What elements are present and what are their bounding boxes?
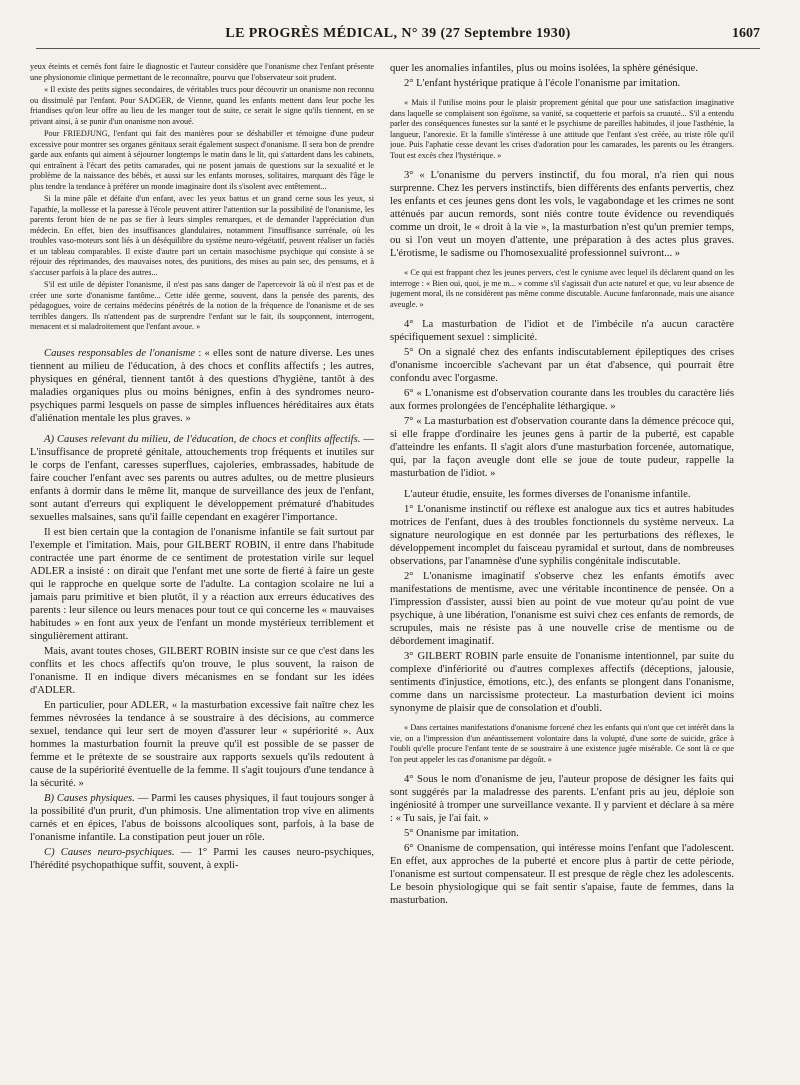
paragraph: 6° Onanisme de compensation, qui intéresse moins l'enfant que l'adolescent. En effet, aux approches de la puberté et encore plus à partir de cette période, l'onanisme est surtout compensateur. Il est presque de règle chez les adolescents. Le besoin physiologique qui se fait sentir s'apaise, faute de femmes, dans la masturbation. <box>390 843 734 906</box>
paragraph: Pour FRIEDJUNG, l'enfant qui fait des manières pour se déshabiller et témoigne d'une pudeur excessive pour montrer ses organes génitaux serait également suspect d'onanisme. Il sera bon de prendre garde aux enfants qui aiment à séjourner longtemps le matin dans le lit, qui s'attardent dans les cabinets, qui entraînent à l'écart des petits camarades, qui ne posent jamais de questions sur la sexualité et le problème de la naissance des bébés, et aussi sur les enfants moroses, solitaires, marquant dès l'âge le plus tendre la tendance à préférer un monde imaginaire dont ils s'isolent avec entêtement... <box>30 129 374 191</box>
paragraph <box>30 792 374 844</box>
quotation: « Mais il l'utilise moins pour le plaisir proprement génital que pour une satisfaction imaginative dans laquelle se complaisent son égoïsme, sa vanité, sa coquetterie et parfois sa cruauté... S'il a entendu parler des conséquences funestes sur la santé et le psychisme de pareilles habitudes, il joue l'asthénie, la langueur, l'anorexie. Et la famille s'intéresse à une attitude que l'enfant s'est créée, au triste rôle qu'il joue. Puis l'aphatie cesse devant les crises d'adoration pour les camarades, les parents ou les étrangers. Tout est excès chez l'hystérique. » <box>390 98 734 160</box>
paragraph: 3° GILBERT ROBIN parle ensuite de l'onanisme intentionnel, par suite du complexe d'infériorité ou d'autres complexes affectifs (déceptions, jalousie, sentiments d'injustice, émotions, etc.), des enfants se plongent dans l'onanisme, comme dans un narcissisme protecteur. La masturbation devient ici moins synonyme de plaisir que de consolation et d'oubli. <box>390 651 734 714</box>
paragraph: L'auteur étudie, ensuite, les formes diverses de l'onanisme infantile. <box>404 489 691 500</box>
paragraph <box>30 846 374 872</box>
paragraph: Il est bien certain que la contagion de l'onanisme infantile se fait surtout par l'exemple et l'imitation. Mais, pour GILBERT ROBIN, il entre dans l'habitude contractée une part énorme de ce sentiment de protestation virile sur lequel ADLER a insisté : on dirait que l'enfant met une sorte de fierté à faire un geste qui le rapproche en quelque sorte de l'adulte. La contagion scolaire ne lui a jamais paru primitive et bien plutôt, il y a réaction aux erreurs éducatives des parents : leur silence ou leurs menaces pour tout ce qui concerne les « mauvaises habitudes » en font aux yeux de l'enfant un monde mystérieux terriblement et singulièrement attirant. <box>30 526 374 642</box>
paragraph-text: : « elles sont de nature diverse. Les unes tiennent au milieu de l'éducation, à des chocs et conflits affectifs ; les autres, physiques en général, tiennent tantôt à des questions d'hygiène, tantôt à des maladies organiques plus ou moins bénignes, enfin à des syndromes neuro-psychiques parmi lesquels on passe de simples influences héréditaires aux états d'aliénation mentale les plus graves. » <box>30 347 374 424</box>
paragraph: yeux éteints et cernés font faire le diagnostic et l'auteur considère que l'onanisme chez l'enfant présente une physionomie clinique permettant de le reconnaître, pourvu que l'observateur soit prudent. <box>30 62 374 82</box>
paragraph: Si la mine pâle et défaite d'un enfant, avec les yeux battus et un grand cerne sous les yeux, si l'apathie, la mollesse et la paresse à l'école peuvent attirer l'attention sur la possibilité de l'onanisme, les parents feront bien de ne pas se fier à leurs simples remarques, et de demander l'appréciation d'un médecin. En effet, bien des insuffisances glandulaires, notamment l'insuffisance surrénale, où les troubles vaso-moteurs sont liés à un déséquilibre du système neuro-végétatif, peuvent réaliser un faciès et un tableau comparables. Il existe d'autre part un certain masochisme psychique qui consiste à se réjouir des réprimandes, des mauvaises notes, des punitions, des mises au pain sec, des pensums, et à s'accuser parfois à la place des autres... <box>30 194 374 277</box>
paragraph: 4° Sous le nom d'onanisme de jeu, l'auteur propose de désigner les faits qui sont suggérés par la maladresse des parents. L'enfant pris au jeu, déploie son ingéniosité à tromper une surveillance vexante. Il y parvient et déclare à sa mère : « Tu sais, je l'ai fait. » <box>390 774 734 824</box>
paragraph: 2° L'enfant hystérique pratique à l'école l'onanisme par imitation. <box>404 78 681 89</box>
quotation: « Ce qui est frappant chez les jeunes pervers, c'est le cynisme avec lequel ils déclarent quand on les interroge : « Bien oui, quoi, je me m... » comme s'il s'agissait d'un acte naturel et que, vu leur absence de jugement moral, ils ne considèrent pas même comme discutable. Aucune fanfaronnade, mais une aisance aveugle. » <box>390 268 734 309</box>
journal-title: LE PROGRÈS MÉDICAL, N° 39 (27 Septembre 1930) <box>225 26 571 41</box>
paragraph: 6° « L'onanisme est d'observation courante dans les troubles du caractère liés aux formes prolongées de l'encéphalite léthargique. » <box>390 388 734 412</box>
running-header <box>36 22 760 49</box>
left-column <box>30 62 374 1074</box>
paragraph: 4° La masturbation de l'idiot et de l'imbécile n'a aucun caractère spécifiquement sexuel : simplicité. <box>390 319 734 343</box>
paragraph: 1° L'onanisme instinctif ou réflexe est analogue aux tics et autres habitudes motrices de l'enfant, dues à des troubles fonctionnels du système nerveux. La signature neurologique en est donnée par les perturbations des réflexes, le développement incomplet du faisceau pyramidal et surtout, dans de nombreuses observations, par l'anamnèse d'une syphilis congénitale indiscutable. <box>390 504 734 567</box>
paragraph: 5° On a signalé chez des enfants indiscutablement épileptiques des crises d'onanisme incoercible s'achevant par un état d'absence, qui pourrait être confondu avec l'orgasme. <box>390 347 734 384</box>
paragraph: Mais, avant toutes choses, GILBERT ROBIN insiste sur ce que c'est dans les conflits et les chocs affectifs qu'on trouve, le plus souvent, la raison de l'onanisme. Il en indique divers mécanismes en se fondant sur les idées d'ADLER. <box>30 645 374 696</box>
paragraph <box>30 347 374 425</box>
italic-heading: C) Causes neuro-psychiques. <box>44 846 175 858</box>
italic-heading: B) Causes physiques. <box>44 792 135 804</box>
paragraph <box>30 433 374 524</box>
paragraph: S'il est utile de dépister l'onanisme, il n'est pas sans danger de l'apercevoir là où il n'est pas et de créer une sorte d'onanisme fantôme... Cette idée germe, souvent, dans la pensée des parents, des pédagogues, voire de certains médecins pénétrés de la notion de la fréquence de l'onanisme et de ses terribles dangers. Ils n'attendent pas de surprendre l'enfant sur le fait, ils soupçonnent, interrogent, menacent et si maladroitement que l'enfant avoue. » <box>30 280 374 331</box>
paragraph-text: — Parmi les causes physiques, il faut toujours songer à la possibilité d'un prurit, d'un phimosis. Une alimentation trop vive en aliments carnés et en épices, l'abus de boissons alcooliques sont, parfois, à la base de l'onanisme infantile. La constipation peut jouer un rôle. <box>30 792 374 843</box>
paragraph: « Il existe des petits signes secondaires, de véritables trucs pour découvrir un onanisme non reconnu ou dissimulé par l'enfant. Pour SADGER, de Vienne, quand les enfants mettent dans leur poche les friandises qu'on leur offre au lieu de les manger tout de suite, ce serait le signe qu'ils tiennent, en se privant ainsi, à se punir d'un onanisme non avoué. <box>30 85 374 126</box>
italic-heading: A) Causes relevant du milieu, de l'éducation, de chocs et conflits affectifs. <box>44 433 361 445</box>
paragraph: 7° « La masturbation est d'observation courante dans la démence précoce qui, si elle frappe d'ordinaire les jeunes gens à partir de la puberté, est capable d'atteindre les enfants. Il s'agit alors d'une masturbation forcenée, automatique, qui, par la façon aveugle dont elle se joue de toute pudeur, rappelle la masturbation de l'idiot. » <box>390 416 734 479</box>
paragraph: 3° « L'onanisme du pervers instinctif, du fou moral, n'a rien qui nous surprenne. Chez les pervers instinctifs, bien différents des enfants pervertis, chez les enfants et ces jeunes gens dont les vols, le vagabondage et les crimes ne sont atténués par aucun remords, sont niés contre toute évidence ou revendiqués comme un droit, le « droit à la vie », la masturbation n'est qu'un premier temps, ou si l'on veut un moyen d'attente, une préparation à des actes plus graves. L'érotisme, le sadisme ou l'homosexualité professionnel suivront... » <box>390 170 734 259</box>
paragraph: 2° L'onanisme imaginatif s'observe chez les enfants émotifs avec manifestations de mentisme, avec une véritable incontinence de pensée. On a l'impression d'assister, aussi bien au point de vue moteur qu'au point de vue psychique, à une libération, l'onanisme est suivi chez ces enfants de remords, de scrupules, mais ne résiste pas à une nouvelle crise de mentisme ou de débordement imaginatif. <box>390 571 734 647</box>
italic-heading: Causes responsables de l'onanisme <box>44 347 196 359</box>
paragraph-text: — L'insuffisance de propreté génitale, attouchements trop fréquents et inutiles sur le corps de l'enfant, caresses superflues, cajoleries, embrassades, habitude de faire coucher l'enfant avec ses parents ou autres adultes, ou de mettre plusieurs enfants à dormir dans le même lit, manque de surveillance des jeux de l'enfant, sont autant d'erreurs qui expliquent le développement prématuré d'habitudes sexuelles malsaines, sans qu'il faille cependant en exagérer l'importance. <box>30 433 374 523</box>
paragraph: 5° Onanisme par imitation. <box>404 828 519 839</box>
quotation: « Dans certaines manifestations d'onanisme forcené chez les enfants qui n'ont que cet intérêt dans la vie, on a l'impression d'un anéantissement volontaire dans la volupté, d'une sorte de suicide, grâce à l'oubli qu'elle procure l'enfant tente de se soustraire à une existence jugée misérable. Ce sont là ce que l'on peut appeler les cas d'onanisme par dégoût. » <box>390 723 734 764</box>
paragraph: quer les anomalies infantiles, plus ou moins isolées, la sphère génésique. <box>390 63 699 74</box>
right-column <box>390 62 734 1074</box>
page-number: 1607 <box>732 26 760 41</box>
paragraph-text: — 1° Parmi les causes neuro-psychiques, l'hérédité psychopathique suffit, souvent, à expli- <box>30 846 374 871</box>
paragraph: En particulier, pour ADLER, « la masturbation excessive fait naître chez les femmes névrosées la tendance à se soustraire à des décisions, au commerce sexuel, tendance qui leur sert de moyen d'assurer leur « supériorité ». Aux hommes la masturbation fournit la preuve qu'il est possible de se passer de femme et le prétexte de se soustraire aux rapports sexuels qu'ils redoutent à cause de la supériorité éventuelle de la femme. Il s'agit toujours d'une tendance à la sécurité. » <box>30 699 374 789</box>
